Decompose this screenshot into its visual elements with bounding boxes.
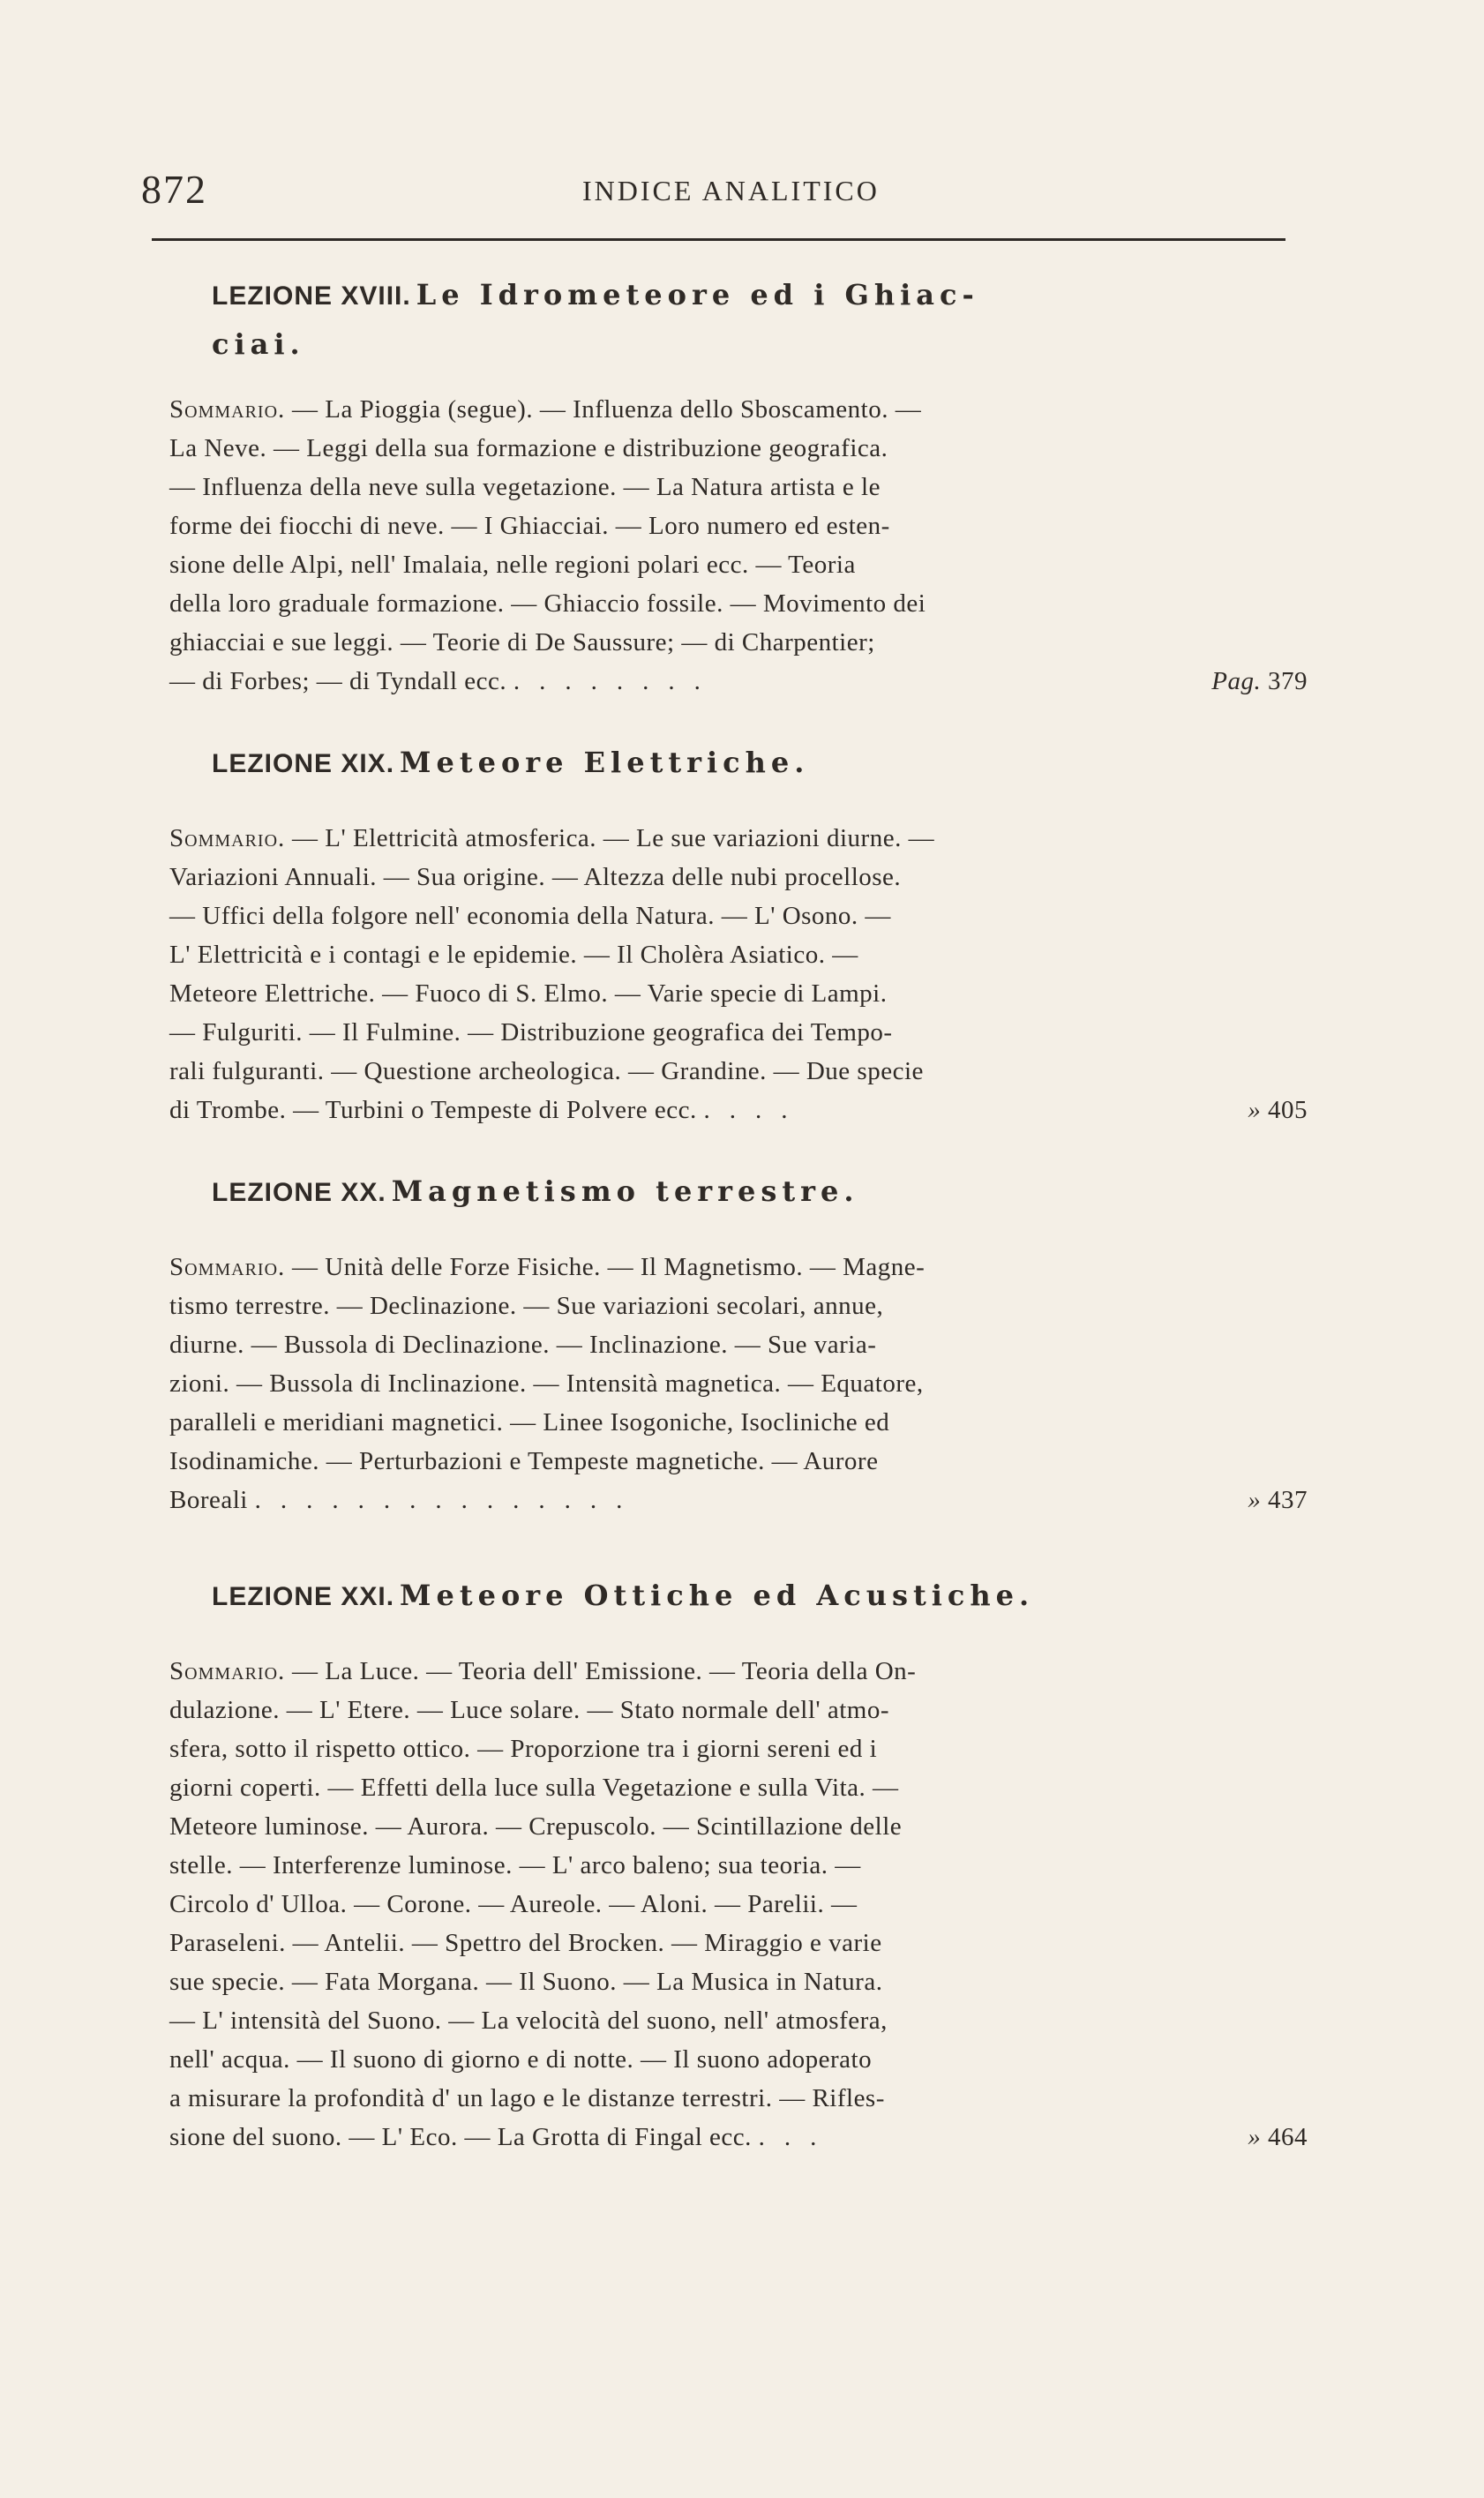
header-rule bbox=[152, 238, 1285, 241]
summary-line: Sommario. — L' Elettricità atmosferica. — Le sue variazioni diurne. — bbox=[169, 824, 935, 852]
dot-leader: ............... bbox=[254, 1486, 642, 1514]
lesson-title: Magnetismo terrestre. bbox=[391, 1174, 859, 1208]
lesson-heading bbox=[212, 272, 1308, 367]
summary-line: forme dei fiocchi di neve. — I Ghiacciai. — Loro numero ed esten- bbox=[169, 512, 890, 540]
summary-line: — di Forbes; — di Tyndall ecc. bbox=[169, 667, 507, 695]
sommario-label: Sommario. bbox=[169, 1253, 286, 1281]
summary-line: sione del suono. — L' Eco. — La Grotta di Fingal ecc. bbox=[169, 2123, 752, 2151]
dot-leader: ........ bbox=[513, 667, 720, 695]
summary-line: — L' intensità del Suono. — La velocità del suono, nell' atmosfera, bbox=[169, 2007, 888, 2035]
lesson-section-xix bbox=[169, 739, 1308, 1129]
lesson-summary bbox=[169, 819, 1308, 1129]
running-title: INDICE ANALITICO bbox=[582, 175, 880, 206]
summary-line: Boreali bbox=[169, 1486, 248, 1514]
summary-line: dulazione. — L' Etere. — Luce solare. — Stato normale dell' atmo- bbox=[169, 1696, 890, 1724]
lesson-section-xx bbox=[169, 1168, 1308, 1519]
running-head bbox=[141, 166, 1288, 219]
summary-line: — Fulguriti. — Il Fulmine. — Distribuzione geografica dei Tempo- bbox=[169, 1018, 893, 1046]
lesson-title: Meteore Elettriche. bbox=[400, 746, 810, 779]
lesson-section-xviii bbox=[169, 272, 1308, 701]
lesson-title: Meteore Ottiche ed Acustiche. bbox=[400, 1579, 1035, 1612]
summary-line: nell' acqua. — Il suono di giorno e di notte. — Il suono adoperato bbox=[169, 2045, 873, 2074]
summary-last-line bbox=[169, 1091, 1308, 1129]
pag-label: » bbox=[1248, 1096, 1262, 1124]
lesson-title: Le Idrometeore ed i Ghiac- bbox=[416, 278, 979, 311]
summary-line: paralleli e meridiani magnetici. — Linee Isogoniche, Isocliniche ed bbox=[169, 1408, 890, 1437]
lesson-label: LEZIONE XX. bbox=[212, 1178, 386, 1207]
lesson-summary bbox=[169, 1248, 1308, 1519]
summary-line: stelle. — Interferenze luminose. — L' arco baleno; sua teoria. — bbox=[169, 1851, 861, 1879]
pag-label: » bbox=[1248, 2123, 1262, 2151]
sommario-label: Sommario. bbox=[169, 1657, 286, 1685]
page-number: 872 bbox=[141, 167, 207, 212]
summary-line: — Influenza della neve sulla vegetazione. — La Natura artista e le bbox=[169, 473, 881, 501]
lesson-label: LEZIONE XIX. bbox=[212, 749, 395, 778]
summary-line: Sommario. — La Pioggia (segue). — Influenza dello Sboscamento. — bbox=[169, 395, 922, 424]
page-ref-number: 405 bbox=[1268, 1096, 1308, 1124]
summary-line: La Neve. — Leggi della sua formazione e distribuzione geografica. bbox=[169, 434, 888, 462]
summary-line: Isodinamiche. — Perturbazioni e Tempeste magnetiche. — Aurore bbox=[169, 1447, 879, 1475]
summary-line: L' Elettricità e i contagi e le epidemie. — Il Cholèra Asiatico. — bbox=[169, 941, 858, 969]
lesson-heading bbox=[212, 739, 1308, 789]
summary-line: Meteore Elettriche. — Fuoco di S. Elmo. — Varie specie di Lampi. bbox=[169, 979, 888, 1008]
page-ref-number: 464 bbox=[1268, 2123, 1308, 2151]
page-reference bbox=[1248, 1481, 1308, 1519]
pag-label: » bbox=[1248, 1486, 1262, 1514]
lesson-label: LEZIONE XXI. bbox=[212, 1582, 395, 1611]
summary-line: sione delle Alpi, nell' Imalaia, nelle regioni polari ecc. — Teoria bbox=[169, 551, 856, 579]
pag-label: Pag. bbox=[1211, 667, 1262, 695]
summary-line: ghiacciai e sue leggi. — Teorie di De Saussure; — di Charpentier; bbox=[169, 628, 875, 656]
summary-line: Paraseleni. — Antelii. — Spettro del Brocken. — Miraggio e varie bbox=[169, 1929, 882, 1957]
lesson-heading bbox=[212, 1572, 1308, 1622]
summary-line: Variazioni Annuali. — Sua origine. — Altezza delle nubi procellose. bbox=[169, 863, 902, 891]
page-reference bbox=[1211, 662, 1308, 701]
page-reference bbox=[1248, 1091, 1308, 1129]
lesson-summary bbox=[169, 1652, 1308, 2157]
summary-line: Meteore luminose. — Aurora. — Crepuscolo. — Scintillazione delle bbox=[169, 1812, 903, 1841]
page-ref-number: 437 bbox=[1268, 1486, 1308, 1514]
dot-leader: .... bbox=[703, 1096, 807, 1124]
page-ref-number: 379 bbox=[1268, 667, 1308, 695]
summary-line: sfera, sotto il rispetto ottico. — Proporzione tra i giorni sereni ed i bbox=[169, 1735, 878, 1763]
lesson-section-xxi bbox=[169, 1572, 1308, 2157]
summary-line: a misurare la profondità d' un lago e le distanze terrestri. — Rifles- bbox=[169, 2084, 885, 2112]
dot-leader: ... bbox=[758, 2123, 836, 2151]
summary-line: rali fulguranti. — Questione archeologica. — Grandine. — Due specie bbox=[169, 1057, 924, 1085]
summary-last-line bbox=[169, 1481, 1308, 1519]
summary-line: diurne. — Bussola di Declinazione. — Inclinazione. — Sue varia- bbox=[169, 1331, 877, 1359]
summary-line: Sommario. — Unità delle Forze Fisiche. — Il Magnetismo. — Magne- bbox=[169, 1253, 926, 1281]
summary-line: sue specie. — Fata Morgana. — Il Suono. — La Musica in Natura. bbox=[169, 1968, 883, 1996]
lesson-summary bbox=[169, 390, 1308, 701]
lesson-heading bbox=[212, 1168, 1308, 1218]
lesson-title-continuation: ciai. bbox=[212, 327, 305, 361]
summary-line: zioni. — Bussola di Inclinazione. — Intensità magnetica. — Equatore, bbox=[169, 1369, 924, 1398]
summary-line: della loro graduale formazione. — Ghiaccio fossile. — Movimento dei bbox=[169, 589, 926, 618]
lesson-label: LEZIONE XVIII. bbox=[212, 281, 411, 311]
summary-last-line bbox=[169, 662, 1308, 701]
summary-line: tismo terrestre. — Declinazione. — Sue variazioni secolari, annue, bbox=[169, 1292, 884, 1320]
summary-line: giorni coperti. — Effetti della luce sulla Vegetazione e sulla Vita. — bbox=[169, 1774, 899, 1802]
page-reference bbox=[1248, 2118, 1308, 2157]
summary-line: Circolo d' Ulloa. — Corone. — Aureole. — Aloni. — Parelii. — bbox=[169, 1890, 858, 1918]
summary-last-line bbox=[169, 2118, 1308, 2157]
summary-line: — Uffici della folgore nell' economia della Natura. — L' Osono. — bbox=[169, 902, 891, 930]
sommario-label: Sommario. bbox=[169, 395, 286, 424]
summary-line: Sommario. — La Luce. — Teoria dell' Emissione. — Teoria della On- bbox=[169, 1657, 917, 1685]
sommario-label: Sommario. bbox=[169, 824, 286, 852]
summary-line: di Trombe. — Turbini o Tempeste di Polvere ecc. bbox=[169, 1096, 697, 1124]
